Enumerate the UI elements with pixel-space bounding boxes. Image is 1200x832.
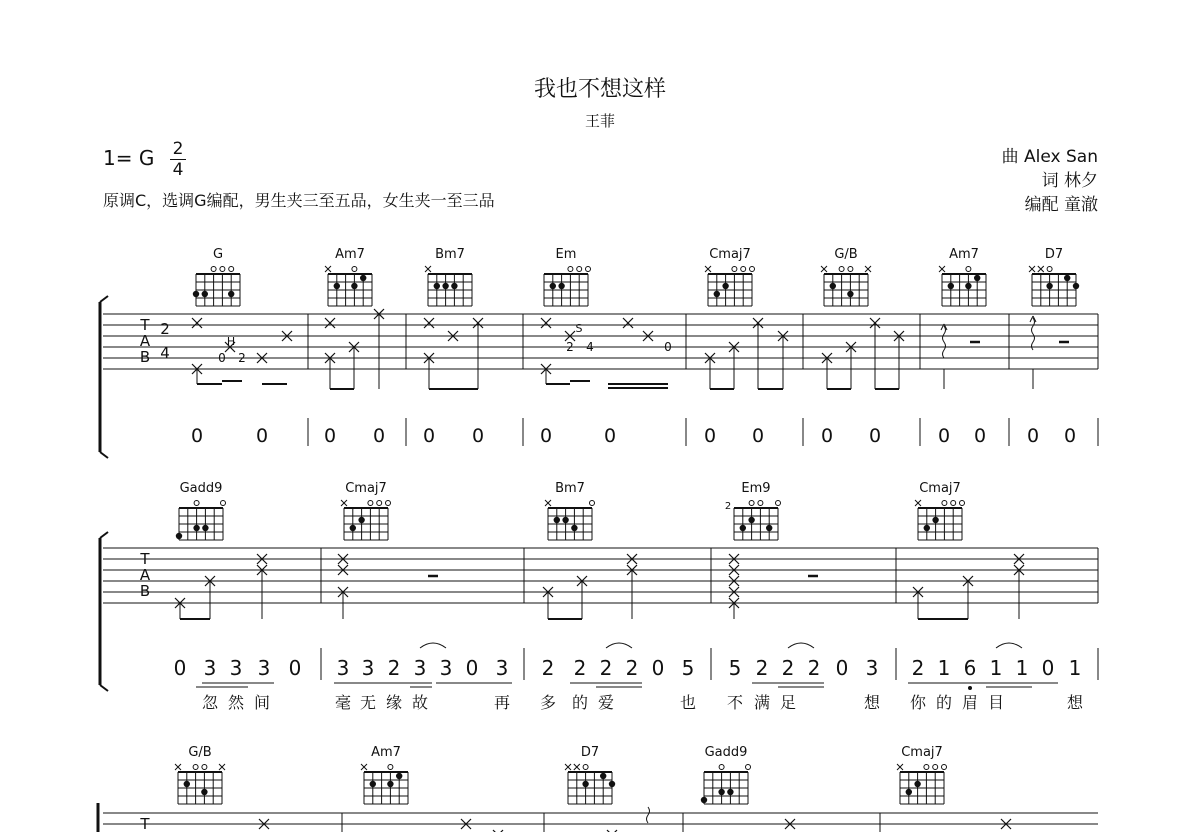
time-signature-top: 2 [172,139,184,159]
song-artist: 王菲 [584,112,615,130]
tab-time-bottom: 4 [160,344,170,362]
lyric-char: 满 [753,693,771,712]
lyric-char: 想 [863,693,881,712]
jianpu-note: 3 [203,656,217,680]
jianpu-note: 0 [372,425,386,447]
jianpu-note: 3 [257,656,271,680]
finger-dot-icon [1073,283,1079,289]
song-title: 我也不想这样 [533,77,666,102]
jianpu-note: 2 [387,656,401,680]
open-string-icon [750,267,755,272]
jianpu-note: 3 [495,656,509,680]
lower-octave-dot-icon [968,686,972,690]
finger-dot-icon [701,797,707,803]
jianpu-note: 0 [703,425,717,447]
finger-dot-icon [1064,275,1070,281]
finger-dot-icon [965,283,971,289]
finger-dot-icon [830,283,836,289]
jianpu-note: 3 [229,656,243,680]
finger-dot-icon [334,283,340,289]
chord-name: Gadd9 [179,481,223,496]
jianpu-note: 3 [439,656,453,680]
jianpu-note: 5 [681,656,695,680]
finger-dot-icon [722,283,728,289]
chord-name: Bm7 [435,247,465,262]
system-bracket [100,685,108,691]
lyric-char: 不 [726,693,744,712]
finger-dot-icon [360,275,366,281]
lyric-char: 目 [987,693,1005,712]
jianpu-note: 2 [807,656,821,680]
open-string-icon [1047,267,1052,272]
jianpu-note: 0 [173,656,187,680]
finger-dot-icon [351,283,357,289]
lyric-char: 忽 [201,693,219,712]
open-string-icon [966,267,971,272]
finger-dot-icon [201,789,207,795]
jianpu-note: 0 [190,425,204,447]
jianpu-note: 2 [755,656,769,680]
jianpu-note: 1 [989,656,1003,680]
finger-dot-icon [932,517,938,523]
open-string-icon [746,765,751,770]
arpeggio-icon [943,326,946,358]
jianpu-note: 6 [963,656,977,680]
chord-name: Am7 [949,247,979,262]
tie-arc [788,643,814,648]
fret-position-label: 2 [724,501,732,512]
finger-dot-icon [202,525,208,531]
jianpu-note: 2 [911,656,925,680]
jianpu-note: 0 [539,425,553,447]
jianpu-note: 0 [1063,425,1077,447]
time-signature-bottom: 4 [172,160,184,180]
system-bracket [100,452,108,458]
finger-dot-icon [550,283,556,289]
finger-dot-icon [914,781,920,787]
jianpu-note: 0 [1041,656,1055,680]
open-string-icon [719,765,724,770]
finger-dot-icon [554,517,560,523]
open-string-icon [732,267,737,272]
open-string-icon [951,501,956,506]
open-string-icon [386,501,391,506]
chord-name: G [212,247,224,262]
lyric-char: 足 [779,693,797,712]
jianpu-note: 0 [323,425,337,447]
open-string-icon [583,765,588,770]
finger-dot-icon [718,789,724,795]
jianpu-note: 2 [573,656,587,680]
jianpu-note: 2 [599,656,613,680]
jianpu-note: 1 [1068,656,1082,680]
finger-dot-icon [558,283,564,289]
system-bracket [100,296,108,302]
finger-dot-icon [974,275,980,281]
chord-name: Cmaj7 [901,745,943,760]
fret-number: 2 [566,340,574,354]
jianpu-note: 0 [937,425,951,447]
lyricist-credit: 词 林夕 [1041,171,1098,191]
arpeggio-icon [1032,318,1035,350]
open-string-icon [377,501,382,506]
chord-name: Cmaj7 [709,247,751,262]
tab-letter: T [140,550,150,568]
finger-dot-icon [451,283,457,289]
hammer-on-label: H [226,335,236,348]
tab-letter: A [139,332,151,350]
jianpu-note: 3 [865,656,879,680]
lyric-char: 故 [411,693,429,712]
finger-dot-icon [176,533,182,539]
jianpu-note: 0 [751,425,765,447]
fret-number: 2 [238,351,246,365]
jianpu-note: 3 [336,656,350,680]
finger-dot-icon [609,781,615,787]
lyric-char: 想 [1066,693,1084,712]
open-string-icon [942,765,947,770]
finger-dot-icon [748,517,754,523]
open-string-icon [848,267,853,272]
tab-letter: B [139,582,151,600]
finger-dot-icon [434,283,440,289]
open-string-icon [352,267,357,272]
finger-dot-icon [600,773,606,779]
finger-dot-icon [1046,283,1052,289]
finger-dot-icon [727,789,733,795]
fret-number: 4 [586,340,594,354]
open-string-icon [839,267,844,272]
open-string-icon [741,267,746,272]
jianpu-note: 2 [541,656,555,680]
lyric-char: 然 [227,693,245,712]
jianpu-note: 0 [471,425,485,447]
finger-dot-icon [571,525,577,531]
fret-number: 0 [218,351,226,365]
chord-name: G/B [188,745,212,760]
lyric-char: 间 [253,693,271,712]
finger-dot-icon [766,525,772,531]
chord-name: Em9 [741,481,771,496]
finger-dot-icon [387,781,393,787]
open-string-icon [749,501,754,506]
arpeggio-icon [647,807,650,823]
open-string-icon [388,765,393,770]
finger-dot-icon [184,781,190,787]
lyric-char: 也 [679,693,697,712]
chord-name: Am7 [371,745,401,760]
jianpu-note: 0 [288,656,302,680]
lyric-char: 的 [571,693,589,712]
jianpu-note: 0 [422,425,436,447]
jianpu-note: 0 [820,425,834,447]
finger-dot-icon [924,525,930,531]
chord-name: Cmaj7 [919,481,961,496]
chord-name: Am7 [335,247,365,262]
fret-number: 0 [664,340,672,354]
jianpu-note: 2 [625,656,639,680]
jianpu-note: 0 [651,656,665,680]
open-string-icon [568,267,573,272]
lyric-char: 多 [539,693,557,712]
tab-letter: T [140,316,150,334]
chord-name: Cmaj7 [345,481,387,496]
open-string-icon [960,501,965,506]
open-string-icon [194,501,199,506]
tab-letter: A [139,566,151,584]
finger-dot-icon [396,773,402,779]
key-signature: 1= G [103,146,155,170]
chord-name: Gadd9 [704,745,748,760]
jianpu-note: 2 [781,656,795,680]
finger-dot-icon [228,291,234,297]
jianpu-note: 0 [835,656,849,680]
chord-name: D7 [580,745,600,760]
finger-dot-icon [442,283,448,289]
jianpu-note: 5 [728,656,742,680]
finger-dot-icon [193,525,199,531]
lyric-char: 无 [359,693,377,712]
chord-name: Em [555,247,577,262]
tie-arc [606,643,632,648]
finger-dot-icon [193,291,199,297]
open-string-icon [942,501,947,506]
lyric-char: 缘 [385,693,403,712]
open-string-icon [933,765,938,770]
chord-name: D7 [1044,247,1064,262]
jianpu-note: 1 [1015,656,1029,680]
lyric-char: 眉 [961,693,979,712]
open-string-icon [924,765,929,770]
chord-name: G/B [834,247,858,262]
lyric-char: 你 [909,693,927,712]
jianpu-note: 0 [1026,425,1040,447]
tab-time-top: 2 [160,320,170,338]
open-string-icon [590,501,595,506]
tab-letter: B [139,348,151,366]
open-string-icon [202,765,207,770]
open-string-icon [368,501,373,506]
jianpu-note: 0 [603,425,617,447]
finger-dot-icon [358,517,364,523]
open-string-icon [221,501,226,506]
finger-dot-icon [582,781,588,787]
finger-dot-icon [370,781,376,787]
finger-dot-icon [847,291,853,297]
open-string-icon [586,267,591,272]
jianpu-note: 3 [413,656,427,680]
lyric-char: 再 [493,693,511,712]
finger-dot-icon [714,291,720,297]
jianpu-note: 0 [973,425,987,447]
finger-dot-icon [202,291,208,297]
finger-dot-icon [740,525,746,531]
system-bracket [100,532,108,538]
chord-name: Bm7 [555,481,585,496]
open-string-icon [758,501,763,506]
finger-dot-icon [948,283,954,289]
arranger-credit: 编配 童澈 [1024,195,1098,215]
slide-label: S [575,322,583,335]
lyric-char: 爱 [597,693,615,712]
lyric-char: 的 [935,693,953,712]
open-string-icon [220,267,225,272]
open-string-icon [193,765,198,770]
jianpu-note: 3 [361,656,375,680]
finger-dot-icon [906,789,912,795]
tie-arc [420,643,446,648]
lyric-char: 毫 [334,693,352,712]
tab-letter: T [140,815,150,832]
capo-note: 原调C，选调G编配，男生夹三至五品，女生夹一至三品 [103,191,495,210]
jianpu-note: 0 [255,425,269,447]
open-string-icon [577,267,582,272]
finger-dot-icon [562,517,568,523]
jianpu-note: 1 [937,656,951,680]
open-string-icon [229,267,234,272]
arpeggio-icon [1030,316,1033,322]
open-string-icon [211,267,216,272]
tie-arc [996,643,1022,648]
jianpu-note: 0 [868,425,882,447]
open-string-icon [776,501,781,506]
jianpu-note: 0 [465,656,479,680]
composer-credit: 曲 Alex San [1001,147,1098,167]
finger-dot-icon [350,525,356,531]
